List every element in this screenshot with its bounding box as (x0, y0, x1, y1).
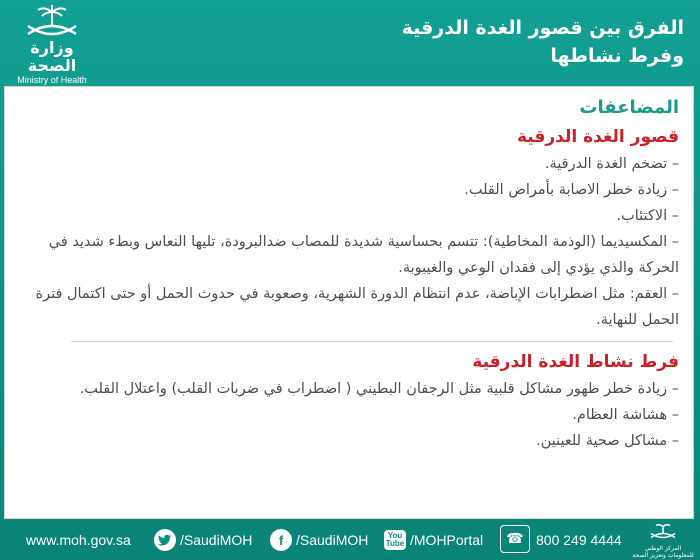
content-body (15, 93, 679, 454)
logo-english-text: Ministry of Health (17, 75, 87, 85)
hypothyroid-item: – العقم: مثل اضطرابات الإباضة، عدم انتظام الدورة الشهرية، وصعوبة في حدوث الحمل أو حتى اكتمال فترة الحمل للنهاية. (35, 286, 679, 328)
hypothyroid-heading: قصور الغدة الدرقية (516, 127, 679, 147)
hypothyroid-item: – تضخم الغدة الدرقية. (544, 156, 679, 172)
phone-number: 800 249 4444 (536, 532, 622, 548)
facebook-link[interactable] (270, 527, 368, 553)
content-panel (4, 86, 694, 519)
hyperthyroid-item: – زيادة خطر ظهور مشاكل قلبية مثل الرجفان البطيني ( اضطراب في ضربات القلب) واعتلال القلب. (79, 381, 679, 397)
logo-arabic-text: وزارة الصحة (27, 38, 77, 75)
footer-logo (632, 521, 694, 559)
website-link[interactable] (26, 527, 131, 553)
facebook-icon: f (270, 529, 292, 551)
palm-swords-emblem-icon (22, 4, 82, 38)
hypothyroid-item: – زيادة خطر الاصابة بأمراض القلب. (464, 182, 679, 198)
phone-number-link[interactable] (536, 527, 622, 553)
moh-logo (6, 4, 98, 85)
header (0, 0, 700, 88)
youtube-handle: /MOHPortal (410, 532, 484, 548)
twitter-link[interactable] (154, 527, 252, 553)
footer (0, 519, 700, 560)
twitter-icon (154, 529, 176, 551)
hypothyroid-item: – الاكتئاب. (616, 208, 679, 224)
twitter-handle: /SaudiMOH (180, 532, 253, 548)
phone-icon: ☎ (500, 525, 530, 553)
page-title (124, 14, 684, 70)
title-line-1: الفرق بين قصور الغدة الدرقية (401, 17, 684, 39)
title-line-2: وفرط نشاطها (550, 45, 684, 67)
hypothyroid-item: – المكسيديما (الوذمة المخاطية): تتسم بحساسية شديدة للمصاب ضدالبرودة، تليها النعاس وبطء شديد في الحركة والذي يؤدي إلى فقدان الوعي والغيبوبة. (48, 234, 679, 276)
section-heading: المضاعفات (579, 97, 679, 118)
youtube-link[interactable] (384, 527, 483, 553)
youtube-icon-top: You (387, 531, 403, 540)
hyperthyroid-item: – هشاشة العظام. (572, 407, 679, 423)
section-divider (71, 341, 673, 342)
facebook-handle: /SaudiMOH (296, 532, 369, 548)
website-text: www.moh.gov.sa (26, 532, 131, 548)
youtube-icon-bottom: Tube (385, 539, 405, 548)
hyperthyroid-item: – مشاكل صحية للعينين. (536, 433, 679, 449)
youtube-icon (384, 530, 406, 550)
palm-swords-emblem-icon (648, 521, 678, 541)
footer-logo-text: المركز الوطني للمعلومات وتعزيز الصحة (632, 545, 694, 559)
hyperthyroid-heading: فرط نشاط الغدة الدرقية (472, 352, 679, 372)
